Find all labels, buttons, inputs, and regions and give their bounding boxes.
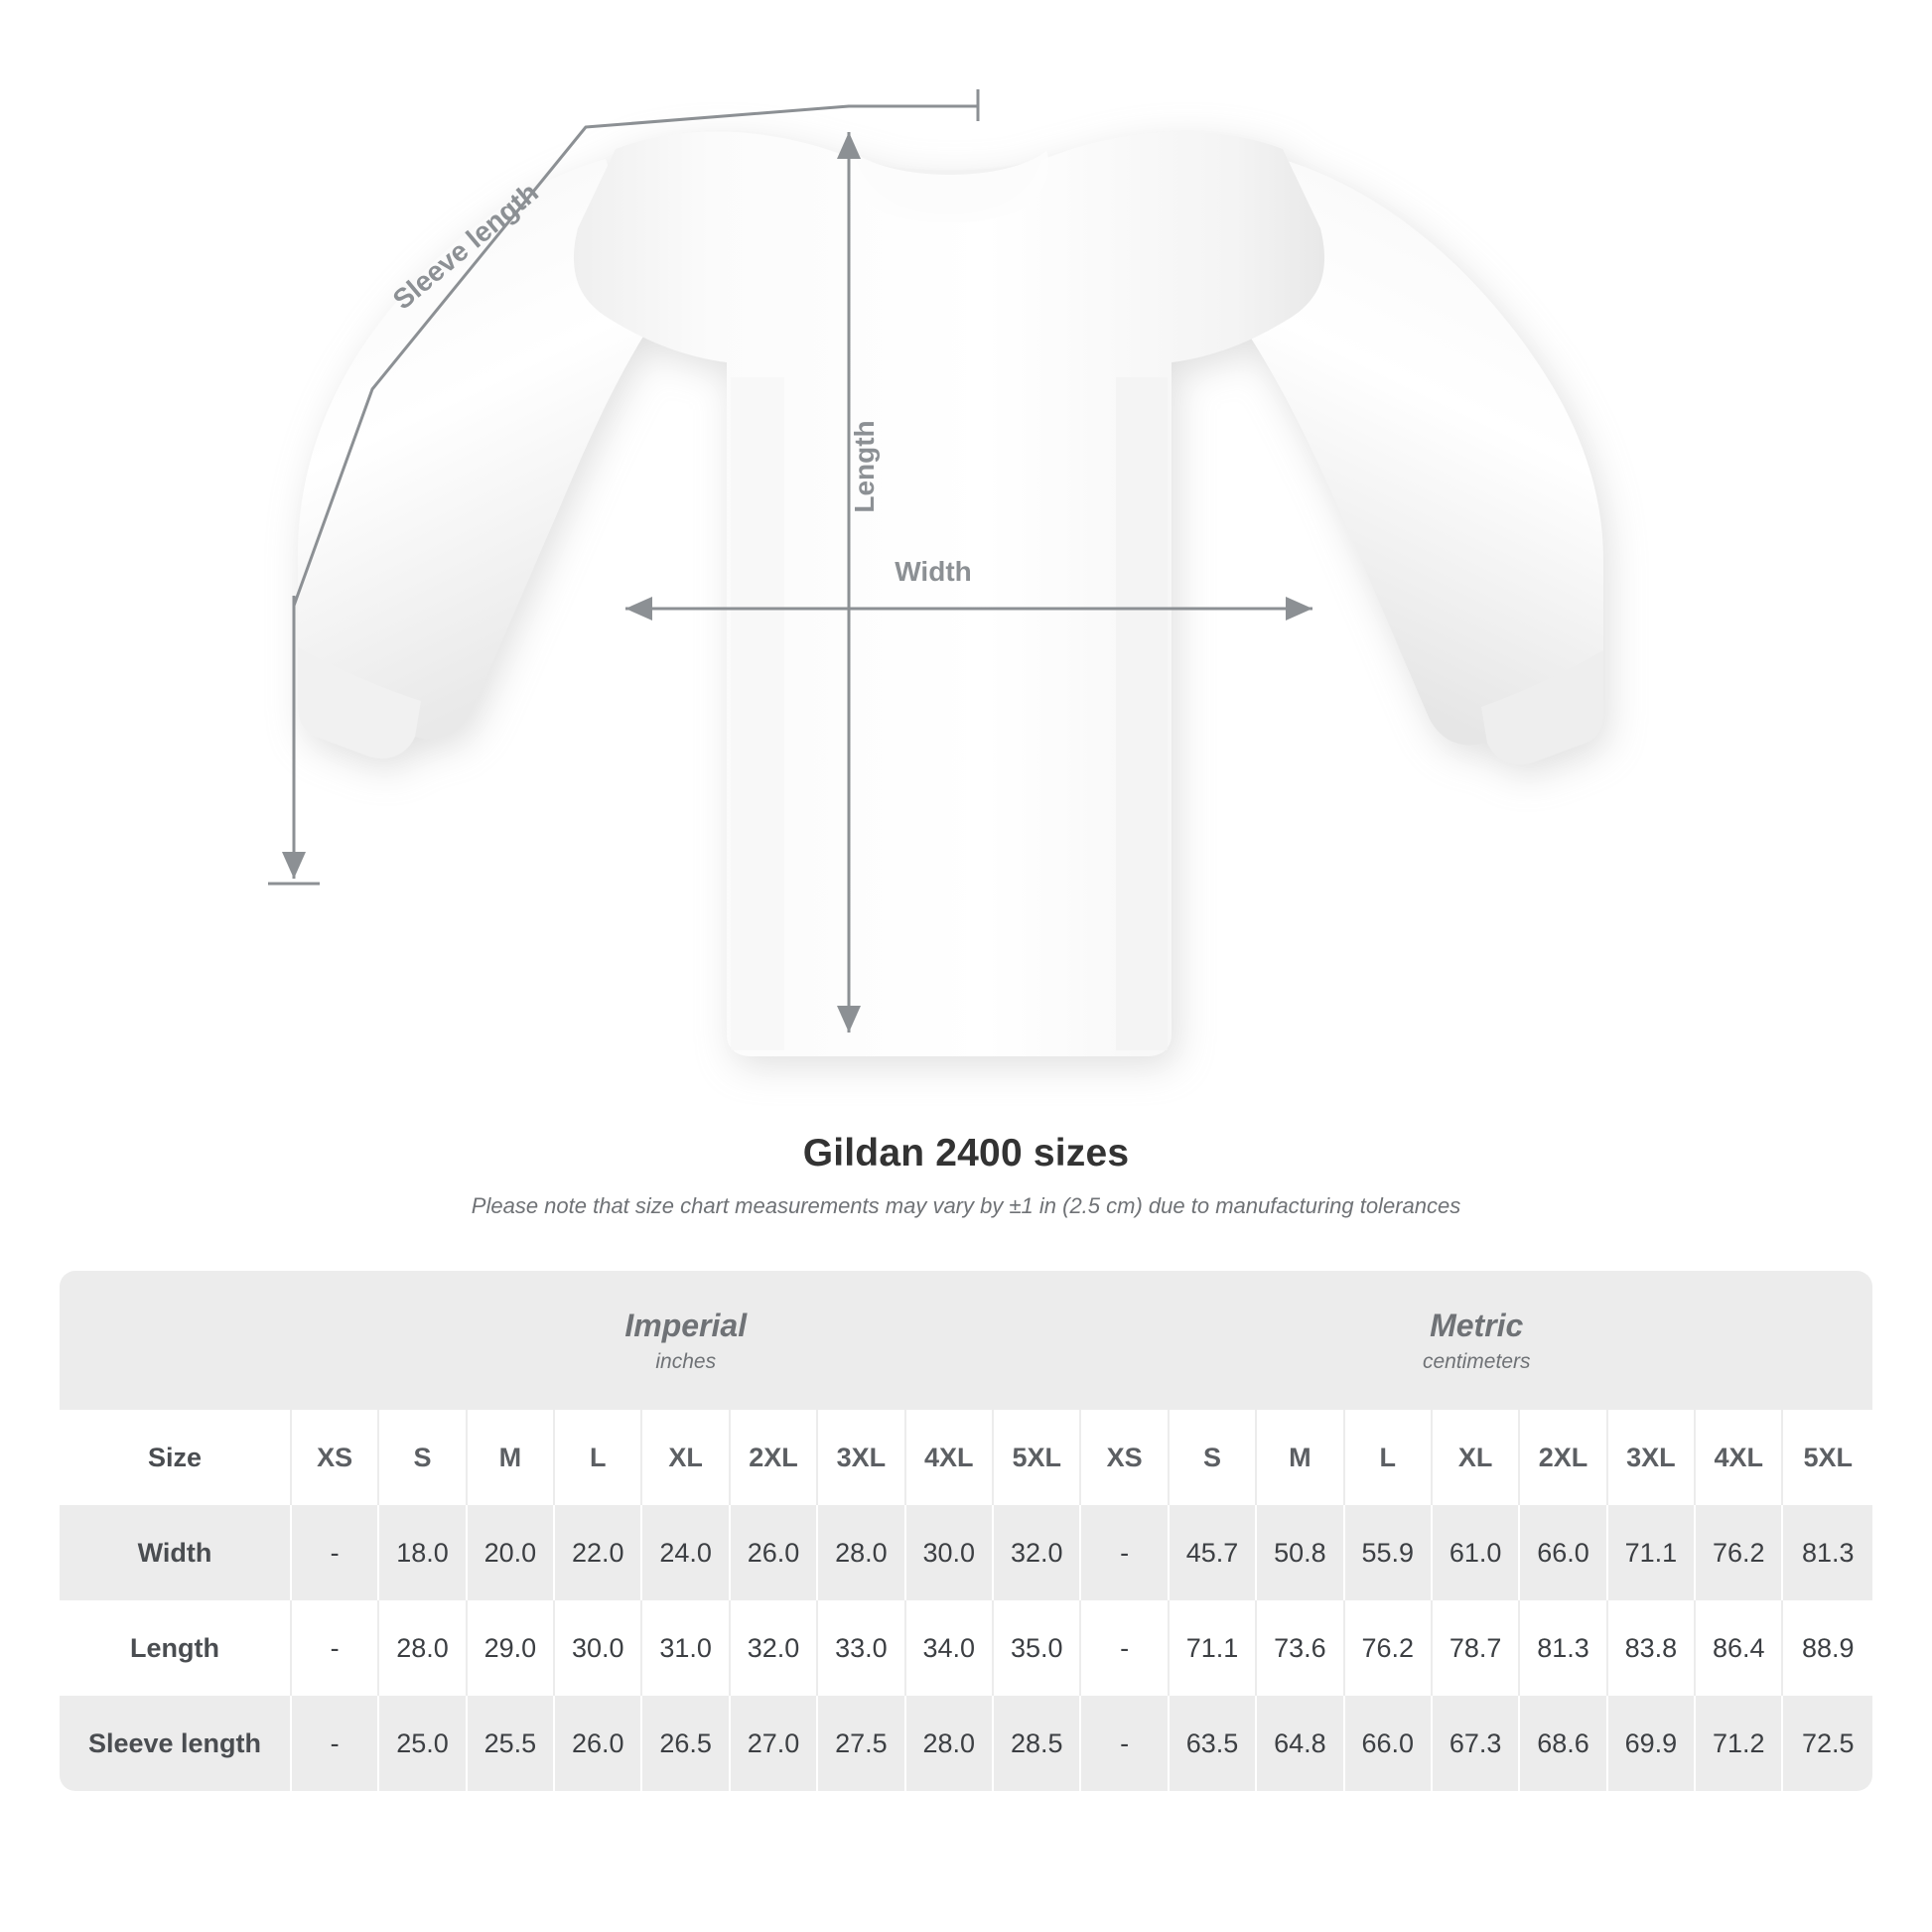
table-row bbox=[60, 1600, 1872, 1696]
unit-sub-imperial: inches bbox=[655, 1349, 717, 1373]
header-col-14: 2XL bbox=[1519, 1410, 1606, 1505]
cell-width-8: 32.0 bbox=[993, 1505, 1080, 1600]
cell-sleeve-8: 28.5 bbox=[993, 1696, 1080, 1791]
cell-sleeve-4: 26.5 bbox=[641, 1696, 729, 1791]
cell-length-6: 33.0 bbox=[817, 1600, 904, 1696]
header-col-12: L bbox=[1344, 1410, 1432, 1505]
cell-width-15: 71.1 bbox=[1607, 1505, 1695, 1600]
cell-sleeve-7: 28.0 bbox=[905, 1696, 993, 1791]
header-col-3: L bbox=[554, 1410, 641, 1505]
cell-width-2: 20.0 bbox=[467, 1505, 554, 1600]
header-col-9: XS bbox=[1080, 1410, 1168, 1505]
title-block bbox=[0, 1132, 1932, 1219]
header-col-10: S bbox=[1169, 1410, 1256, 1505]
cell-sleeve-17: 72.5 bbox=[1782, 1696, 1872, 1791]
header-col-1: S bbox=[378, 1410, 466, 1505]
cell-length-12: 76.2 bbox=[1344, 1600, 1432, 1696]
cell-length-17: 88.9 bbox=[1782, 1600, 1872, 1696]
cell-length-11: 73.6 bbox=[1256, 1600, 1343, 1696]
header-col-17: 5XL bbox=[1782, 1410, 1872, 1505]
header-col-2: M bbox=[467, 1410, 554, 1505]
cell-sleeve-0: - bbox=[291, 1696, 378, 1791]
cell-width-13: 61.0 bbox=[1432, 1505, 1519, 1600]
row-label-width: Width bbox=[60, 1505, 291, 1600]
unit-header-row bbox=[60, 1271, 1872, 1410]
cell-length-10: 71.1 bbox=[1169, 1600, 1256, 1696]
header-col-7: 4XL bbox=[905, 1410, 993, 1505]
cell-length-13: 78.7 bbox=[1432, 1600, 1519, 1696]
cell-sleeve-12: 66.0 bbox=[1344, 1696, 1432, 1791]
cell-length-0: - bbox=[291, 1600, 378, 1696]
cell-width-9: - bbox=[1080, 1505, 1168, 1600]
cell-width-16: 76.2 bbox=[1695, 1505, 1782, 1600]
header-col-6: 3XL bbox=[817, 1410, 904, 1505]
cell-sleeve-14: 68.6 bbox=[1519, 1696, 1606, 1791]
cell-width-10: 45.7 bbox=[1169, 1505, 1256, 1600]
cell-sleeve-10: 63.5 bbox=[1169, 1696, 1256, 1791]
unit-header-metric bbox=[1080, 1271, 1872, 1410]
unit-header-spacer bbox=[60, 1271, 291, 1410]
row-label-sleeve-length: Sleeve length bbox=[60, 1696, 291, 1791]
label-length: Length bbox=[849, 420, 880, 513]
cell-length-15: 83.8 bbox=[1607, 1600, 1695, 1696]
cell-length-1: 28.0 bbox=[378, 1600, 466, 1696]
cell-width-12: 55.9 bbox=[1344, 1505, 1432, 1600]
tshirt-graphic bbox=[298, 131, 1603, 1056]
cell-width-7: 30.0 bbox=[905, 1505, 993, 1600]
size-chart-table-wrap bbox=[60, 1271, 1872, 1791]
header-col-4: XL bbox=[641, 1410, 729, 1505]
header-col-11: M bbox=[1256, 1410, 1343, 1505]
cell-width-3: 22.0 bbox=[554, 1505, 641, 1600]
cell-length-2: 29.0 bbox=[467, 1600, 554, 1696]
size-chart-table bbox=[60, 1271, 1872, 1791]
table-row bbox=[60, 1505, 1872, 1600]
cell-sleeve-11: 64.8 bbox=[1256, 1696, 1343, 1791]
cell-length-7: 34.0 bbox=[905, 1600, 993, 1696]
cell-sleeve-5: 27.0 bbox=[730, 1696, 817, 1791]
cell-length-9: - bbox=[1080, 1600, 1168, 1696]
cell-sleeve-9: - bbox=[1080, 1696, 1168, 1791]
cell-sleeve-16: 71.2 bbox=[1695, 1696, 1782, 1791]
label-width: Width bbox=[895, 556, 972, 587]
label-sleeve-length: Sleeve length bbox=[386, 176, 544, 316]
tolerance-note: Please note that size chart measurements may vary by ±1 in (2.5 cm) due to manufacturing tolerances bbox=[471, 1193, 1461, 1218]
cell-length-14: 81.3 bbox=[1519, 1600, 1606, 1696]
cell-length-16: 86.4 bbox=[1695, 1600, 1782, 1696]
cell-width-11: 50.8 bbox=[1256, 1505, 1343, 1600]
page-title: Gildan 2400 sizes bbox=[802, 1132, 1130, 1174]
row-label-length: Length bbox=[60, 1600, 291, 1696]
header-col-5: 2XL bbox=[730, 1410, 817, 1505]
header-col-8: 5XL bbox=[993, 1410, 1080, 1505]
cell-width-0: - bbox=[291, 1505, 378, 1600]
cell-width-5: 26.0 bbox=[730, 1505, 817, 1600]
cell-width-1: 18.0 bbox=[378, 1505, 466, 1600]
cell-sleeve-15: 69.9 bbox=[1607, 1696, 1695, 1791]
table-row bbox=[60, 1696, 1872, 1791]
cell-length-8: 35.0 bbox=[993, 1600, 1080, 1696]
header-col-13: XL bbox=[1432, 1410, 1519, 1505]
header-size: Size bbox=[60, 1410, 291, 1505]
cell-sleeve-13: 67.3 bbox=[1432, 1696, 1519, 1791]
cell-length-3: 30.0 bbox=[554, 1600, 641, 1696]
cell-width-4: 24.0 bbox=[641, 1505, 729, 1600]
cell-width-6: 28.0 bbox=[817, 1505, 904, 1600]
unit-name-metric: Metric bbox=[1430, 1307, 1524, 1343]
cell-sleeve-2: 25.5 bbox=[467, 1696, 554, 1791]
cell-sleeve-3: 26.0 bbox=[554, 1696, 641, 1791]
unit-header-imperial bbox=[291, 1271, 1080, 1410]
cell-sleeve-1: 25.0 bbox=[378, 1696, 466, 1791]
header-col-15: 3XL bbox=[1607, 1410, 1695, 1505]
cell-sleeve-6: 27.5 bbox=[817, 1696, 904, 1791]
header-col-16: 4XL bbox=[1695, 1410, 1782, 1505]
cell-length-4: 31.0 bbox=[641, 1600, 729, 1696]
unit-name-imperial: Imperial bbox=[624, 1307, 748, 1343]
cell-width-14: 66.0 bbox=[1519, 1505, 1606, 1600]
size-header-row bbox=[60, 1410, 1872, 1505]
cell-width-17: 81.3 bbox=[1782, 1505, 1872, 1600]
cell-length-5: 32.0 bbox=[730, 1600, 817, 1696]
unit-sub-metric: centimeters bbox=[1422, 1349, 1531, 1373]
header-col-0: XS bbox=[291, 1410, 378, 1505]
